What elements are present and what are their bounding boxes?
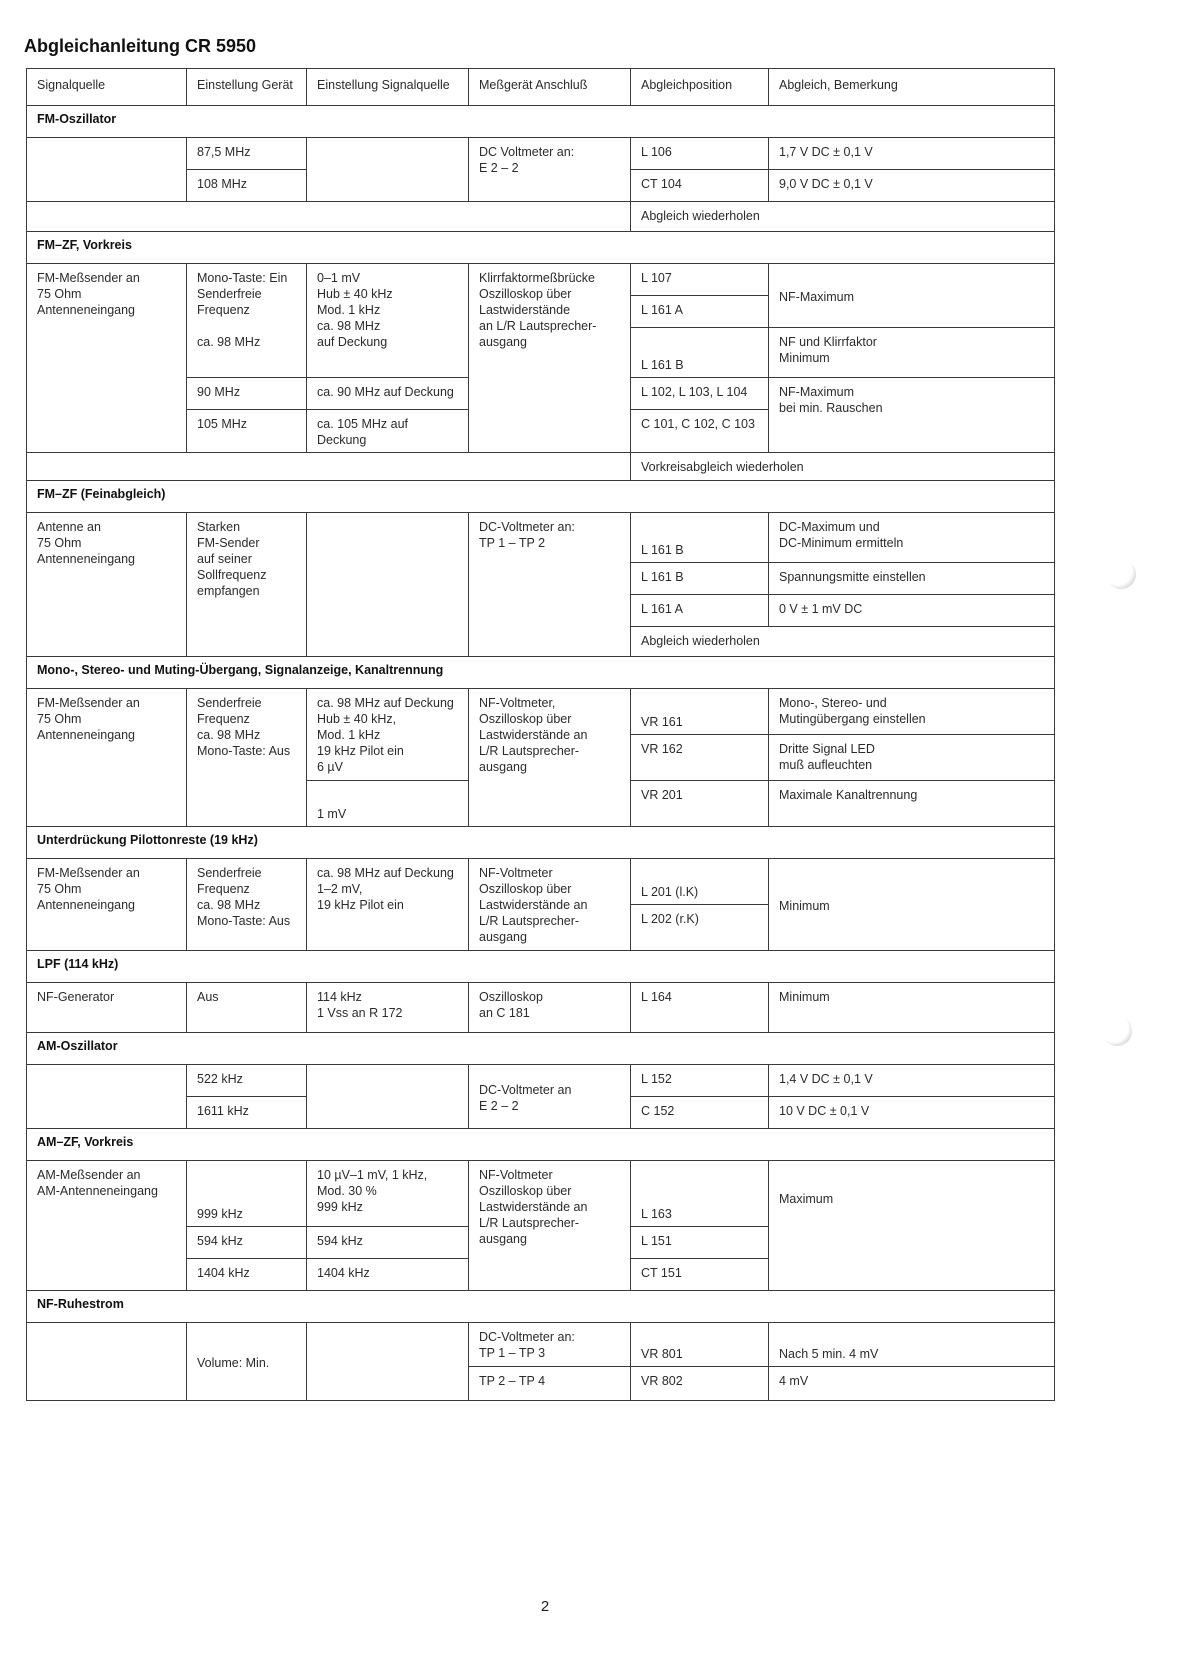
cell-position: VR 802	[631, 1367, 769, 1401]
cell-messgeraet: Oszilloskop an C 181	[469, 983, 631, 1033]
cell-bemerkung: NF-Maximum bei min. Rauschen	[769, 378, 1055, 453]
cell-position: CT 104	[631, 170, 769, 202]
cell-position: L 161 A	[631, 296, 769, 328]
table-row	[27, 1065, 1055, 1097]
cell-bemerkung: 10 V DC ± 0,1 V	[769, 1097, 1055, 1129]
section-title-fm-zf-feinabgleich: FM–ZF (Feinabgleich)	[27, 481, 1055, 513]
cell-position: L 107	[631, 264, 769, 296]
cell-einstellung-geraet: Starken FM-Sender auf seiner Sollfrequenz empfangen	[187, 513, 307, 657]
cell-signalquelle: AM-Meßsender an AM-Antenneneingang	[27, 1161, 187, 1291]
table-row	[27, 453, 1055, 481]
cell-signalquelle: FM-Meßsender an 75 Ohm Antenneneingang	[27, 689, 187, 827]
cell-bemerkung: NF und Klirrfaktor Minimum	[769, 328, 1055, 378]
cell-einstellung-geraet: Senderfreie Frequenz ca. 98 MHz Mono-Taste: Aus	[187, 859, 307, 951]
document-title: Abgleichanleitung CR 5950	[24, 36, 257, 56]
cell-messgeraet: NF-Voltmeter, Oszilloskop über Lastwiderstände an L/R Lautsprecher- ausgang	[469, 689, 631, 827]
cell-signalquelle: Antenne an 75 Ohm Antenneneingang	[27, 513, 187, 657]
section-title-fm-oszillator: FM-Oszillator	[27, 106, 1055, 138]
col-header-bemerkung: Abgleich, Bemerkung	[769, 69, 1055, 106]
cell-position: L 151	[631, 1227, 769, 1259]
cell-einstellung-geraet: 1611 kHz	[187, 1097, 307, 1129]
cell-position: VR 162	[631, 735, 769, 781]
cell-bemerkung: Mono-, Stereo- und Mutingübergang einstellen	[769, 689, 1055, 735]
cell-einstellung-signalquelle: ca. 105 MHz auf Deckung	[307, 410, 469, 453]
cell-bemerkung: Spannungsmitte einstellen	[769, 563, 1055, 595]
punch-hole	[1102, 1016, 1132, 1046]
cell-einstellung-geraet: Volume: Min.	[187, 1323, 307, 1401]
cell-note: Abgleich wiederholen	[631, 627, 1055, 657]
cell-signalquelle: NF-Generator	[27, 983, 187, 1033]
cell-position: VR 161	[631, 689, 769, 735]
col-header-einstellung-geraet: Einstellung Gerät	[187, 69, 307, 106]
cell-signalquelle: FM-Meßsender an 75 Ohm Antenneneingang	[27, 859, 187, 951]
table-row	[27, 513, 1055, 563]
cell-bemerkung: 4 mV	[769, 1367, 1055, 1401]
cell-bemerkung: 0 V ± 1 mV DC	[769, 595, 1055, 627]
cell-bemerkung: Minimum	[769, 983, 1055, 1033]
col-header-abgleichposition: Abgleichposition	[631, 69, 769, 106]
cell-position: VR 201	[631, 781, 769, 827]
punch-hole	[1106, 559, 1136, 589]
cell-einstellung-signalquelle: 10 µV–1 mV, 1 kHz, Mod. 30 % 999 kHz	[307, 1161, 469, 1227]
cell-einstellung-geraet: 90 MHz	[187, 378, 307, 410]
cell-bemerkung: 9,0 V DC ± 0,1 V	[769, 170, 1055, 202]
cell-position: L 106	[631, 138, 769, 170]
cell-bemerkung: Nach 5 min. 4 mV	[769, 1323, 1055, 1367]
adjustment-table	[26, 68, 1055, 1401]
section-title-lpf: LPF (114 kHz)	[27, 951, 1055, 983]
table-row	[27, 264, 1055, 296]
page-number: 2	[540, 1598, 550, 1615]
cell-messgeraet: TP 2 – TP 4	[469, 1367, 631, 1401]
cell-position: L 161 B	[631, 328, 769, 378]
cell-messgeraet: DC-Voltmeter an E 2 – 2	[469, 1065, 631, 1129]
table-row	[27, 689, 1055, 735]
section-title-am-zf-vorkreis: AM–ZF, Vorkreis	[27, 1129, 1055, 1161]
cell-einstellung-signalquelle: ca. 90 MHz auf Deckung	[307, 378, 469, 410]
cell-bemerkung: Maximum	[769, 1161, 1055, 1291]
cell-position: L 161 B	[631, 513, 769, 563]
cell-einstellung-geraet: Mono-Taste: Ein Senderfreie Frequenz ca. 98 MHz	[187, 264, 307, 378]
col-header-messgeraet: Meßgerät Anschluß	[469, 69, 631, 106]
cell-bemerkung: NF-Maximum	[769, 264, 1055, 328]
table-row	[27, 1161, 1055, 1227]
table-header-row	[27, 69, 1055, 106]
table-row	[27, 859, 1055, 905]
cell-position: L 201 (l.K)	[631, 859, 769, 905]
cell-einstellung-signalquelle: 594 kHz	[307, 1227, 469, 1259]
cell-position: L 152	[631, 1065, 769, 1097]
cell-position: CT 151	[631, 1259, 769, 1291]
cell-einstellung-geraet: 108 MHz	[187, 170, 307, 202]
cell-messgeraet: DC-Voltmeter an: TP 1 – TP 2	[469, 513, 631, 657]
cell-einstellung-signalquelle: 1404 kHz	[307, 1259, 469, 1291]
table-row	[27, 1323, 1055, 1367]
cell-einstellung-geraet: 522 kHz	[187, 1065, 307, 1097]
section-title-pilotton: Unterdrückung Pilottonreste (19 kHz)	[27, 827, 1055, 859]
cell-einstellung-signalquelle: 1 mV	[307, 781, 469, 827]
cell-bemerkung: Dritte Signal LED muß aufleuchten	[769, 735, 1055, 781]
cell-position: VR 801	[631, 1323, 769, 1367]
cell-position: L 161 A	[631, 595, 769, 627]
cell-position: L 163	[631, 1161, 769, 1227]
cell-messgeraet: NF-Voltmeter Oszilloskop über Lastwiderstände an L/R Lautsprecher- ausgang	[469, 859, 631, 951]
section-title-mono-stereo: Mono-, Stereo- und Muting-Übergang, Signalanzeige, Kanaltrennung	[27, 657, 1055, 689]
cell-einstellung-signalquelle: 0–1 mV Hub ± 40 kHz Mod. 1 kHz ca. 98 MHz auf Deckung	[307, 264, 469, 378]
cell-einstellung-geraet: Senderfreie Frequenz ca. 98 MHz Mono-Taste: Aus	[187, 689, 307, 827]
cell-position: L 202 (r.K)	[631, 905, 769, 951]
cell-einstellung-geraet: 999 kHz	[187, 1161, 307, 1227]
cell-einstellung-geraet: Aus	[187, 983, 307, 1033]
cell-einstellung-geraet: 87,5 MHz	[187, 138, 307, 170]
cell-note: Vorkreisabgleich wiederholen	[631, 453, 1055, 481]
cell-messgeraet: NF-Voltmeter Oszilloskop über Lastwiderstände an L/R Lautsprecher- ausgang	[469, 1161, 631, 1291]
cell-position: L 164	[631, 983, 769, 1033]
section-title-nf-ruhestrom: NF-Ruhestrom	[27, 1291, 1055, 1323]
cell-einstellung-geraet: 105 MHz	[187, 410, 307, 453]
cell-bemerkung: Maximale Kanaltrennung	[769, 781, 1055, 827]
table-row	[27, 138, 1055, 170]
cell-position: L 161 B	[631, 563, 769, 595]
section-title-am-oszillator: AM-Oszillator	[27, 1033, 1055, 1065]
cell-position: L 102, L 103, L 104	[631, 378, 769, 410]
section-title-fm-zf-vorkreis: FM–ZF, Vorkreis	[27, 232, 1055, 264]
cell-einstellung-geraet: 1404 kHz	[187, 1259, 307, 1291]
cell-messgeraet: Klirrfaktormeßbrücke Oszilloskop über Lastwiderstände an L/R Lautsprecher- ausgang	[469, 264, 631, 453]
cell-messgeraet: DC-Voltmeter an: TP 1 – TP 3	[469, 1323, 631, 1367]
cell-bemerkung: DC-Maximum und DC-Minimum ermitteln	[769, 513, 1055, 563]
cell-position: C 152	[631, 1097, 769, 1129]
cell-einstellung-signalquelle: 114 kHz 1 Vss an R 172	[307, 983, 469, 1033]
table-row	[27, 202, 1055, 232]
cell-einstellung-geraet: 594 kHz	[187, 1227, 307, 1259]
cell-bemerkung: 1,7 V DC ± 0,1 V	[769, 138, 1055, 170]
cell-position: C 101, C 102, C 103	[631, 410, 769, 453]
cell-signalquelle: FM-Meßsender an 75 Ohm Antenneneingang	[27, 264, 187, 453]
cell-bemerkung: 1,4 V DC ± 0,1 V	[769, 1065, 1055, 1097]
col-header-einstellung-signalquelle: Einstellung Signalquelle	[307, 69, 469, 106]
col-header-signalquelle: Signalquelle	[27, 69, 187, 106]
cell-bemerkung: Minimum	[769, 859, 1055, 951]
cell-messgeraet: DC Voltmeter an: E 2 – 2	[469, 138, 631, 202]
table-row	[27, 983, 1055, 1033]
cell-einstellung-signalquelle: ca. 98 MHz auf Deckung 1–2 mV, 19 kHz Pilot ein	[307, 859, 469, 951]
cell-note: Abgleich wiederholen	[631, 202, 1055, 232]
cell-einstellung-signalquelle: ca. 98 MHz auf Deckung Hub ± 40 kHz, Mod. 1 kHz 19 kHz Pilot ein 6 µV	[307, 689, 469, 781]
